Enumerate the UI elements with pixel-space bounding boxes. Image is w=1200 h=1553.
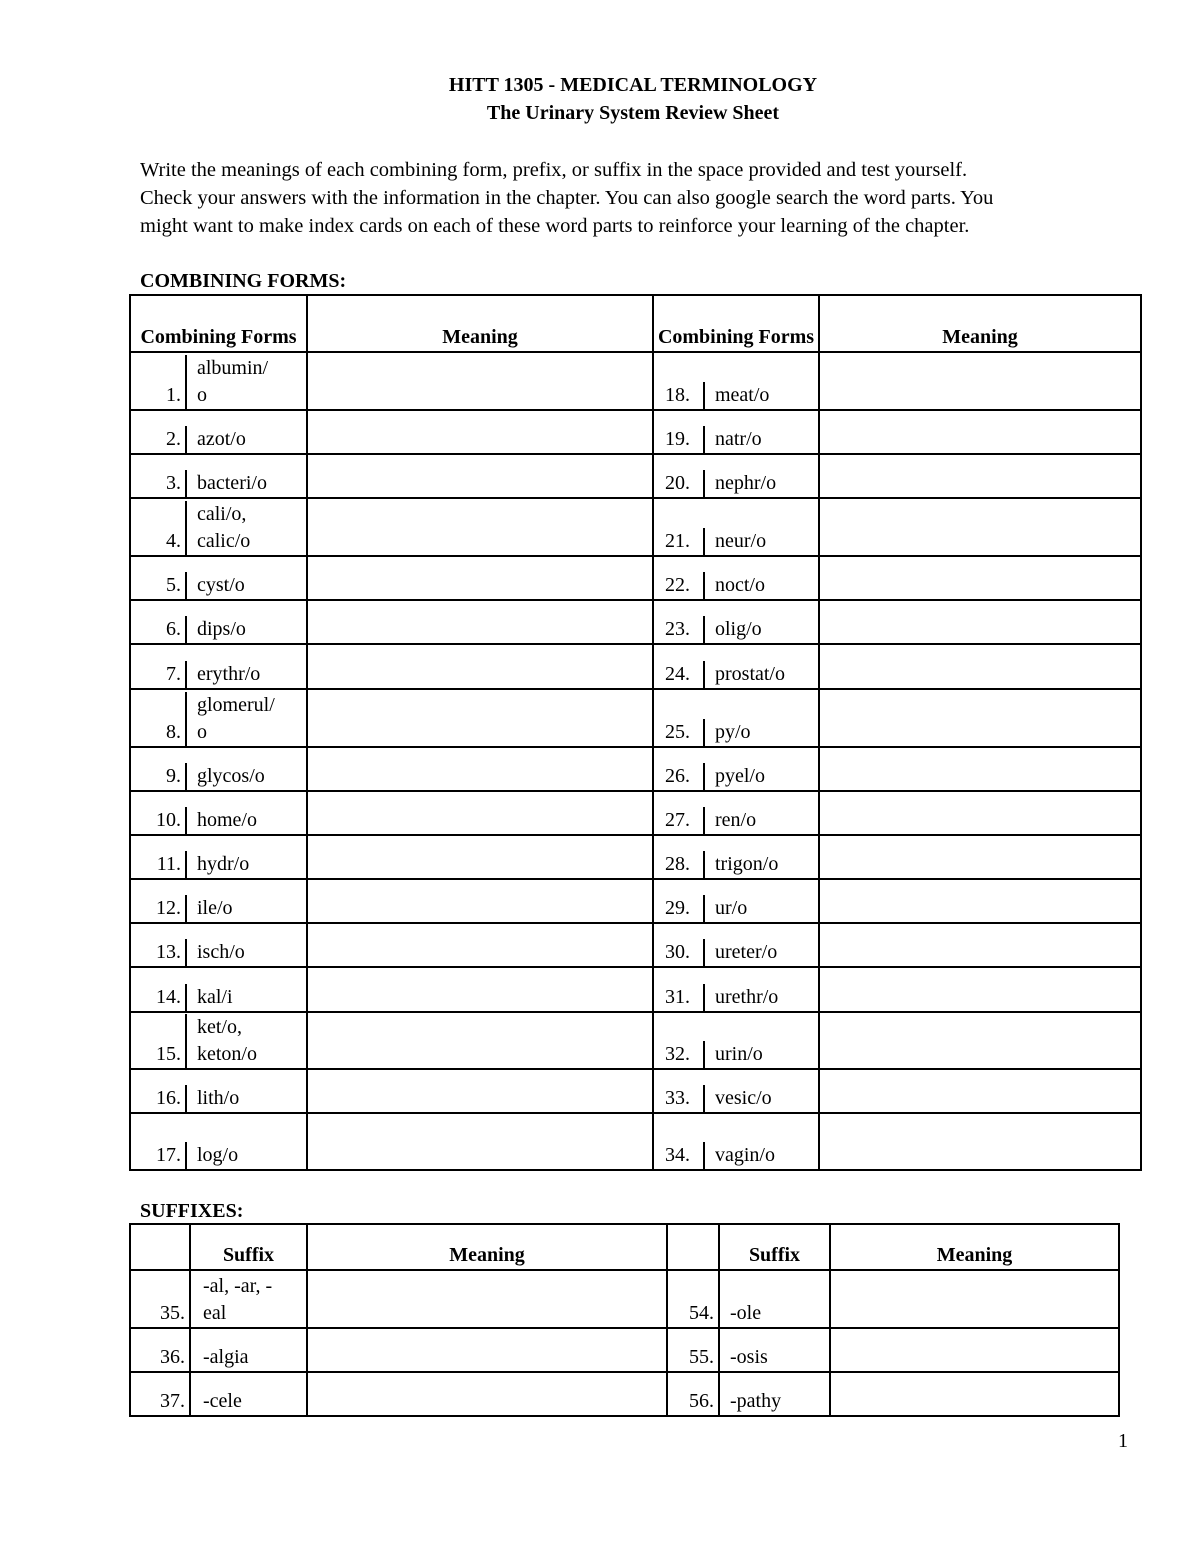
col-header-suffix: Suffix: [190, 1224, 307, 1270]
meaning-answer-cell[interactable]: [307, 1372, 667, 1416]
term-cell: [130, 454, 307, 498]
meaning-answer-cell[interactable]: [819, 1113, 1141, 1170]
table-header-row: [130, 295, 1141, 352]
combining-form-term: dips/o: [197, 618, 246, 640]
term-cell: [130, 644, 307, 689]
combining-form-term: urethr/o: [715, 986, 779, 1008]
item-number: 16.: [156, 1087, 181, 1109]
item-number: 9.: [166, 765, 181, 787]
document-subtitle: The Urinary System Review Sheet: [486, 102, 780, 124]
combining-form-term: meat/o: [715, 384, 770, 406]
term-cell: [130, 498, 307, 556]
item-number: 24.: [665, 663, 690, 685]
item-number: 4.: [166, 530, 181, 552]
item-number: 23.: [665, 618, 690, 640]
item-number: 19.: [665, 428, 690, 450]
meaning-answer-cell[interactable]: [819, 747, 1141, 791]
table-row: [130, 689, 1141, 747]
term-cell: [653, 644, 819, 689]
term-cell: [130, 923, 307, 967]
term-cell: [130, 835, 307, 879]
combining-form-term: ile/o: [197, 897, 233, 919]
meaning-answer-cell[interactable]: [819, 556, 1141, 600]
table-row: [130, 454, 1141, 498]
table-row: [130, 835, 1141, 879]
combining-form-term: pyel/o: [715, 765, 765, 787]
meaning-answer-cell[interactable]: [307, 1069, 653, 1113]
suffix-term: [190, 1328, 307, 1372]
term-cell: [653, 410, 819, 454]
combining-form-term: ur/o: [715, 897, 748, 919]
item-number: 36.: [130, 1328, 190, 1372]
table-row: [130, 1012, 1141, 1069]
combining-form-term: ket/o, keton/o: [197, 1016, 257, 1065]
table-row: [130, 879, 1141, 923]
table-row: [130, 1270, 1119, 1328]
term-cell: [130, 1069, 307, 1113]
item-number: 14.: [156, 986, 181, 1008]
meaning-answer-cell[interactable]: [819, 410, 1141, 454]
item-number: 54.: [667, 1270, 719, 1328]
combining-form-term: nephr/o: [715, 472, 777, 494]
suffix-term-text: -al, -ar, -eal: [203, 1275, 273, 1324]
meaning-answer-cell[interactable]: [819, 967, 1141, 1012]
col-header-number: [667, 1224, 719, 1270]
item-number: 2.: [166, 428, 181, 450]
term-cell: [653, 1012, 819, 1069]
item-number: 32.: [665, 1043, 690, 1065]
table-row: [130, 923, 1141, 967]
suffix-term: -pathy: [719, 1372, 830, 1416]
term-cell: [653, 600, 819, 644]
item-number: 10.: [156, 809, 181, 831]
term-cell: [130, 791, 307, 835]
meaning-answer-cell[interactable]: [307, 1113, 653, 1170]
instructions-line: Write the meanings of each combining form, prefix, or suffix in the space provided and test yourself.: [140, 159, 968, 181]
term-cell: [653, 747, 819, 791]
meaning-answer-cell[interactable]: [307, 791, 653, 835]
term-cell: [653, 1069, 819, 1113]
combining-forms-table: [129, 294, 1142, 1171]
term-cell: [653, 689, 819, 747]
term-cell: [653, 556, 819, 600]
suffixes-label: SUFFIXES:: [140, 1200, 244, 1222]
col-header-combining-forms: Combining Forms: [653, 295, 819, 352]
item-number: 18.: [665, 384, 690, 406]
col-header-meaning: Meaning: [307, 1224, 667, 1270]
document-title: HITT 1305 - MEDICAL TERMINOLOGY: [448, 74, 818, 96]
meaning-answer-cell[interactable]: [307, 967, 653, 1012]
combining-form-term: lith/o: [197, 1087, 240, 1109]
term-cell: [653, 1113, 819, 1170]
combining-form-term: prostat/o: [715, 663, 785, 685]
table-row: [130, 1113, 1141, 1170]
table-header-row: [130, 1224, 1119, 1270]
item-number: 11.: [156, 853, 181, 875]
suffixes-table: [129, 1223, 1120, 1417]
combining-form-term: py/o: [715, 721, 751, 743]
col-header-meaning: Meaning: [830, 1224, 1119, 1270]
combining-form-term: cali/o, calic/o: [197, 503, 251, 552]
item-number: 26.: [665, 765, 690, 787]
meaning-answer-cell[interactable]: [307, 689, 653, 747]
suffix-term: -osis: [719, 1328, 830, 1372]
item-number: 34.: [665, 1144, 690, 1166]
item-number: 13.: [156, 941, 181, 963]
table-row: [130, 791, 1141, 835]
meaning-answer-cell[interactable]: [819, 835, 1141, 879]
combining-form-term: vesic/o: [715, 1087, 772, 1109]
item-number: 8.: [166, 721, 181, 743]
instructions-line: might want to make index cards on each of these word parts to reinforce your learning of the chapter.: [140, 215, 970, 237]
term-cell: [130, 410, 307, 454]
suffix-term-text: -algia: [203, 1346, 249, 1368]
term-cell: [653, 352, 819, 410]
item-number: 33.: [665, 1087, 690, 1109]
term-cell: [130, 747, 307, 791]
combining-form-term: log/o: [197, 1144, 239, 1166]
instructions-line: Check your answers with the information in the chapter. You can also google search the word parts. You: [140, 187, 994, 209]
col-header-suffix: Suffix: [719, 1224, 830, 1270]
table-row: [130, 644, 1141, 689]
item-number: 12.: [156, 897, 181, 919]
table-row: [130, 352, 1141, 410]
item-number: 29.: [665, 897, 690, 919]
item-number: 17.: [156, 1144, 181, 1166]
suffix-term: [190, 1372, 307, 1416]
table-row: [130, 556, 1141, 600]
table-row: [130, 600, 1141, 644]
page-number: 1: [1118, 1430, 1128, 1452]
table-row: [130, 1372, 1119, 1416]
item-number: 30.: [665, 941, 690, 963]
col-header-combining-forms: Combining Forms: [130, 295, 307, 352]
meaning-answer-cell[interactable]: [819, 352, 1141, 410]
term-cell: [653, 835, 819, 879]
item-number: 6.: [166, 618, 181, 640]
combining-form-term: albumin/ o: [197, 357, 269, 406]
combining-form-term: azot/o: [197, 428, 246, 450]
term-cell: [130, 556, 307, 600]
meaning-answer-cell[interactable]: [307, 556, 653, 600]
item-number: 5.: [166, 574, 181, 596]
item-number: 22.: [665, 574, 690, 596]
meaning-answer-cell[interactable]: [307, 1012, 653, 1069]
meaning-answer-cell[interactable]: [819, 923, 1141, 967]
suffix-term: [190, 1270, 307, 1328]
meaning-answer-cell[interactable]: [819, 879, 1141, 923]
combining-form-term: home/o: [197, 809, 257, 831]
instructions: [140, 156, 1140, 240]
suffix-term: -ole: [719, 1270, 830, 1328]
col-header-meaning: Meaning: [307, 295, 653, 352]
col-header-number: [130, 1224, 190, 1270]
item-number: 7.: [166, 663, 181, 685]
meaning-answer-cell[interactable]: [307, 923, 653, 967]
table-row: [130, 747, 1141, 791]
combining-form-term: vagin/o: [715, 1144, 775, 1166]
combining-form-term: glycos/o: [197, 765, 265, 787]
item-number: 15.: [156, 1043, 181, 1065]
meaning-answer-cell[interactable]: [307, 352, 653, 410]
term-cell: [653, 498, 819, 556]
meaning-answer-cell[interactable]: [307, 644, 653, 689]
combining-form-term: bacteri/o: [197, 472, 267, 494]
term-cell: [653, 454, 819, 498]
item-number: 28.: [665, 853, 690, 875]
term-cell: [653, 967, 819, 1012]
term-cell: [130, 352, 307, 410]
table-row: [130, 1069, 1141, 1113]
term-cell: [653, 923, 819, 967]
combining-form-term: hydr/o: [197, 853, 250, 875]
meaning-answer-cell[interactable]: [307, 410, 653, 454]
meaning-answer-cell[interactable]: [819, 644, 1141, 689]
item-number: 37.: [130, 1372, 190, 1416]
meaning-answer-cell[interactable]: [307, 747, 653, 791]
combining-form-term: olig/o: [715, 618, 762, 640]
col-header-meaning: Meaning: [819, 295, 1141, 352]
combining-form-term: ureter/o: [715, 941, 778, 963]
combining-form-term: trigon/o: [715, 853, 779, 875]
item-number: 21.: [665, 530, 690, 552]
meaning-answer-cell[interactable]: [307, 835, 653, 879]
suffix-term-text: -cele: [203, 1390, 242, 1412]
combining-form-term: urin/o: [715, 1043, 763, 1065]
combining-form-term: noct/o: [715, 574, 765, 596]
meaning-answer-cell[interactable]: [307, 1328, 667, 1372]
meaning-answer-cell[interactable]: [307, 498, 653, 556]
term-cell: [130, 1113, 307, 1170]
meaning-answer-cell[interactable]: [830, 1270, 1119, 1328]
meaning-answer-cell[interactable]: [307, 600, 653, 644]
combining-form-term: neur/o: [715, 530, 767, 552]
combining-form-term: glomerul/ o: [197, 694, 275, 743]
item-number: 35.: [130, 1270, 190, 1328]
meaning-answer-cell[interactable]: [819, 498, 1141, 556]
meaning-answer-cell[interactable]: [830, 1328, 1119, 1372]
item-number: 56.: [667, 1372, 719, 1416]
combining-form-term: isch/o: [197, 941, 245, 963]
term-cell: [130, 600, 307, 644]
combining-form-term: natr/o: [715, 428, 762, 450]
table-row: [130, 967, 1141, 1012]
meaning-answer-cell[interactable]: [307, 1270, 667, 1328]
item-number: 25.: [665, 721, 690, 743]
item-number: 31.: [665, 986, 690, 1008]
term-cell: [130, 1012, 307, 1069]
combining-form-term: cyst/o: [197, 574, 245, 596]
meaning-answer-cell[interactable]: [819, 791, 1141, 835]
meaning-answer-cell[interactable]: [307, 454, 653, 498]
combining-form-term: kal/i: [197, 986, 233, 1008]
term-cell: [130, 689, 307, 747]
item-number: 3.: [166, 472, 181, 494]
meaning-answer-cell[interactable]: [830, 1372, 1119, 1416]
meaning-answer-cell[interactable]: [819, 1069, 1141, 1113]
item-number: 27.: [665, 809, 690, 831]
combining-form-term: erythr/o: [197, 663, 261, 685]
meaning-answer-cell[interactable]: [819, 600, 1141, 644]
meaning-answer-cell[interactable]: [819, 1012, 1141, 1069]
combining-forms-label: COMBINING FORMS:: [140, 270, 347, 292]
item-number: 20.: [665, 472, 690, 494]
term-cell: [130, 967, 307, 1012]
item-number: 55.: [667, 1328, 719, 1372]
table-row: [130, 410, 1141, 454]
meaning-answer-cell[interactable]: [307, 879, 653, 923]
meaning-answer-cell[interactable]: [819, 689, 1141, 747]
table-row: [130, 1328, 1119, 1372]
term-cell: [130, 879, 307, 923]
term-cell: [653, 791, 819, 835]
item-number: 1.: [166, 384, 181, 406]
meaning-answer-cell[interactable]: [819, 454, 1141, 498]
term-cell: [653, 879, 819, 923]
table-row: [130, 498, 1141, 556]
combining-form-term: ren/o: [715, 809, 757, 831]
